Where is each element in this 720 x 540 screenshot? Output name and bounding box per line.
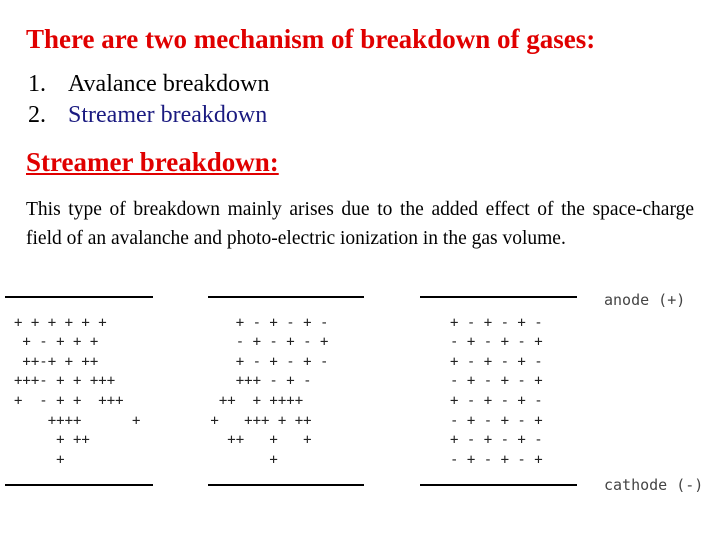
charge-row: ++++ +	[14, 413, 141, 429]
anode-label: anode (+)	[604, 291, 686, 309]
charge-row: +++ - + -	[202, 373, 312, 389]
charge-row: +	[14, 452, 65, 468]
page-title: There are two mechanism of breakdown of gases:	[26, 24, 596, 54]
description-paragraph: This type of breakdown mainly arises due to the added effect of the space-charge field of an avalanche and photo-electric ionization in the gas volume.	[26, 199, 694, 249]
charge-row: + +++ + ++	[202, 413, 312, 429]
charge-panel-2	[202, 315, 328, 468]
charge-row: - + - + - +	[450, 413, 543, 429]
charge-row: - + - + - +	[450, 452, 543, 468]
charge-row: + + + + + +	[14, 315, 107, 331]
list-item-label: Avalance breakdown	[68, 71, 270, 97]
charge-row: + - + + +++	[14, 393, 124, 409]
charge-row: + - + - + -	[450, 432, 543, 448]
list-item-avalanche	[28, 69, 269, 100]
streamer-diagram	[0, 284, 720, 504]
list-number: 1.	[28, 71, 46, 97]
charge-row: + - + - + -	[202, 315, 329, 331]
list-item-streamer	[28, 100, 269, 131]
charge-row: + - + - + -	[450, 354, 543, 370]
charge-row: ++ + ++++	[202, 393, 304, 409]
charge-row: +++- + + +++	[14, 373, 116, 389]
charge-row: + - + - + -	[202, 354, 329, 370]
charge-row: + ++	[14, 432, 90, 448]
charge-row: + - + - + -	[450, 393, 543, 409]
section-heading: Streamer breakdown:	[26, 147, 279, 177]
charge-row: - + - + - +	[450, 334, 543, 350]
streamer-diagram-svg	[0, 284, 720, 504]
charge-row: + - + + +	[14, 334, 99, 350]
charge-row: ++ + +	[202, 432, 312, 448]
charge-row: +	[202, 452, 278, 468]
charge-row: - + - + - +	[450, 373, 543, 389]
charge-row: - + - + - +	[202, 334, 329, 350]
cathode-label: cathode (-)	[604, 476, 704, 494]
mechanism-list	[28, 69, 269, 131]
charge-panel-1	[14, 315, 140, 468]
charge-row: + - + - + -	[450, 315, 543, 331]
charge-row: ++-+ + ++	[14, 354, 99, 370]
charge-panel-3	[450, 315, 543, 468]
list-item-label: Streamer breakdown	[68, 102, 268, 128]
list-number: 2.	[28, 102, 46, 128]
